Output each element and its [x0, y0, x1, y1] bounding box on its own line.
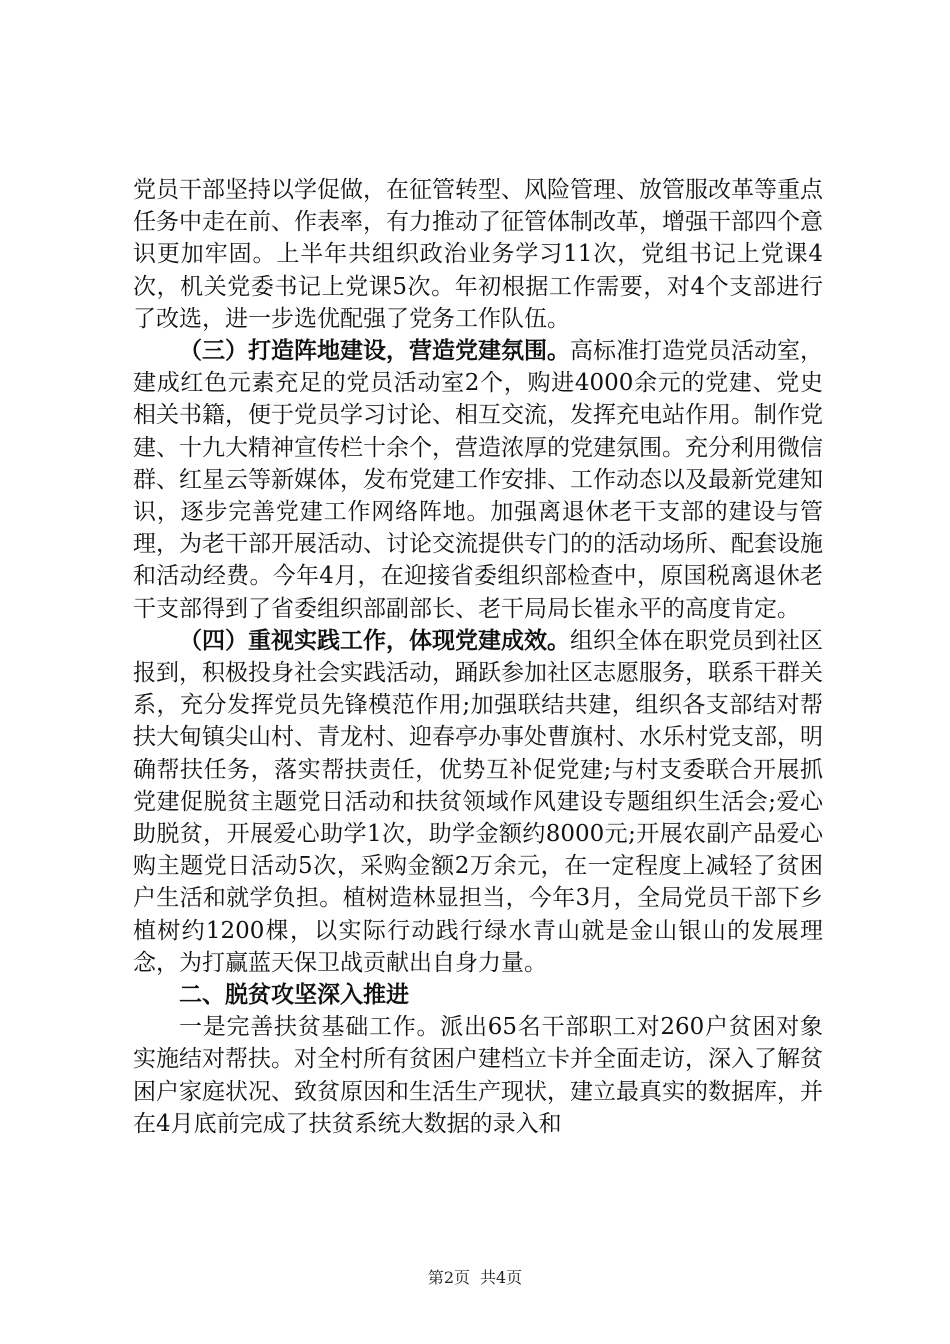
paragraph-position-building — [133, 335, 823, 625]
paragraph-poverty-foundation — [133, 1011, 823, 1140]
paragraph-lead-heading: （四）重视实践工作，体现党建成效。 — [179, 626, 570, 654]
paragraph-text: 组织全体在职党员到社区报到，积极投身社会实践活动，踊跃参加社区志愿服务，联系干群关系，充分发挥党员先锋模范作用;加强联结共建，组织各支部结对帮扶大甸镇尖山村、青龙村、迎春亭办事处曹旗村、水乐村党支部，明确帮扶任务，落实帮扶责任，优势互补促党建;与村支委联合开展抓党建促脱贫主题党日活动和扶贫领域作风建设专题组织生活会;爱心助脱贫，开展爱心助学1次，助学金额约8000元;开展农副产品爱心购主题党日活动5次，采购金额2万余元，在一定程度上减轻了贫困户生活和就学负担。植树造林显担当，今年3月，全局党员干部下乡植树约1200棵，以实际行动践行绿水青山就是金山银山的发展理念，为打赢蓝天保卫战贡献出自身力量。 — [133, 627, 823, 976]
paragraph-text: 党员干部坚持以学促做，在征管转型、风险管理、放管服改革等重点任务中走在前、作表率，有力推动了征管体制改革，增强干部四个意识更加牢固。上半年共组织政治业务学习11次，党组书记上党课4次，机关党委书记上党课5次。年初根据工作需要，对4个支部进行了改选，进一步选优配强了党务工作队伍。 — [133, 177, 823, 332]
paragraph-text: 一是完善扶贫基础工作。派出65名干部职工对260户贫困对象实施结对帮扶。对全村所有贫困户建档立卡并全面走访，深入了解贫困户家庭状况、致贫原因和生活生产现状，建立最真实的数据库，并在4月底前完成了扶贫系统大数据的录入和 — [133, 1014, 823, 1137]
paragraph-text: 高标准打造党员活动室，建成红色元素充足的党员活动室2个，购进4000余元的党建、党史相关书籍，便于党员学习讨论、相互交流，发挥充电站作用。制作党建、十九大精神宣传栏十余个，营造浓厚的党建氛围。充分利用微信群、红星云等新媒体，发布党建工作安排、工作动态以及最新党建知识，逐步完善党建工作网络阵地。加强离退休老干支部的建设与管理，为老干部开展活动、讨论交流提供专门的的活动场所、配套设施和活动经费。今年4月，在迎接省委组织部检查中，原国税离退休老干支部得到了省委组织部副部长、老干局局长崔永平的高度肯定。 — [133, 338, 823, 622]
section-heading-poverty-alleviation: 二、脱贫攻坚深入推进 — [179, 981, 409, 1009]
document-body — [133, 174, 823, 1140]
page-total: 共4页 — [480, 1268, 523, 1287]
paragraph-study-continuation — [133, 174, 823, 335]
paragraph-lead-heading: （三）打造阵地建设，营造党建氛围。 — [179, 337, 570, 365]
paragraph-practice-work — [133, 625, 823, 979]
page-footer — [0, 1268, 950, 1288]
page-number: 第2页 — [427, 1268, 470, 1287]
